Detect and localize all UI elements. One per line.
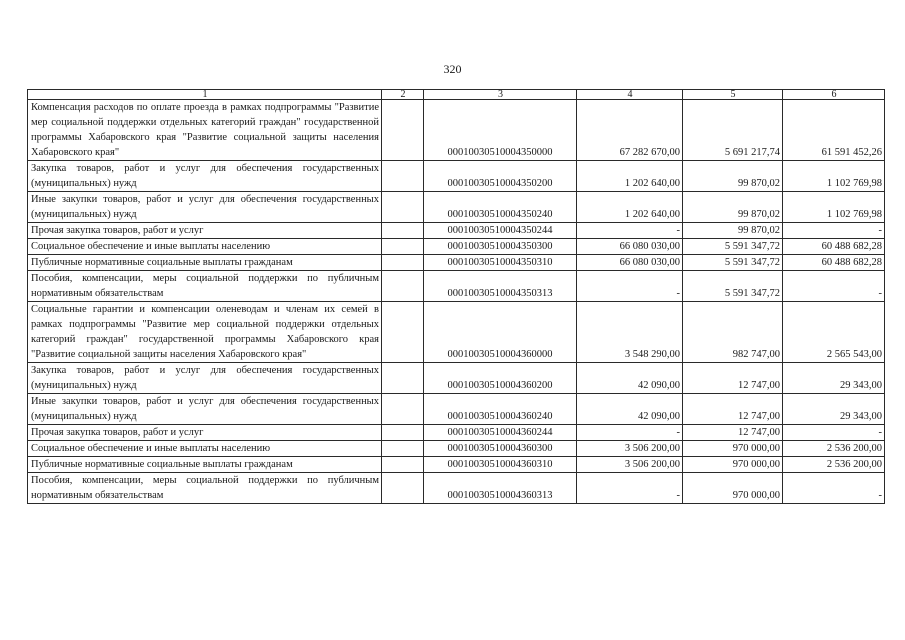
row-col2-cell [382, 363, 424, 394]
table-row [28, 394, 885, 425]
row-description-cell: Иные закупки товаров, работ и услуг для обеспечения государственных (муниципальных) нужд [28, 192, 382, 223]
column-header: 5 [683, 90, 783, 100]
row-col6-cell: 1 102 769,98 [783, 161, 885, 192]
budget-table [27, 89, 885, 504]
table-row [28, 223, 885, 239]
row-description-cell: Публичные нормативные социальные выплаты гражданам [28, 457, 382, 473]
row-col4-cell: - [577, 425, 683, 441]
row-description-cell: Закупка товаров, работ и услуг для обеспечения государственных (муниципальных) нужд [28, 363, 382, 394]
row-col6-cell: 60 488 682,28 [783, 239, 885, 255]
row-code-cell: 00010030510004350300 [424, 239, 577, 255]
row-col5-cell: 5 691 217,74 [683, 100, 783, 161]
row-description-cell: Прочая закупка товаров, работ и услуг [28, 425, 382, 441]
row-col4-cell: 66 080 030,00 [577, 255, 683, 271]
table-header-row [28, 90, 885, 100]
row-code-cell: 00010030510004360200 [424, 363, 577, 394]
row-col6-cell: 2 565 543,00 [783, 302, 885, 363]
row-code-cell: 00010030510004360310 [424, 457, 577, 473]
row-col5-cell: 12 747,00 [683, 394, 783, 425]
row-description-cell: Прочая закупка товаров, работ и услуг [28, 223, 382, 239]
column-header: 2 [382, 90, 424, 100]
row-col5-cell: 982 747,00 [683, 302, 783, 363]
row-col4-cell: 42 090,00 [577, 363, 683, 394]
row-col2-cell [382, 425, 424, 441]
row-col5-cell: 970 000,00 [683, 473, 783, 504]
row-col5-cell: 99 870,02 [683, 223, 783, 239]
row-col6-cell: 61 591 452,26 [783, 100, 885, 161]
row-description-cell: Иные закупки товаров, работ и услуг для обеспечения государственных (муниципальных) нужд [28, 394, 382, 425]
row-col2-cell [382, 239, 424, 255]
table-row [28, 161, 885, 192]
row-col5-cell: 5 591 347,72 [683, 239, 783, 255]
row-col5-cell: 12 747,00 [683, 363, 783, 394]
row-col5-cell: 970 000,00 [683, 441, 783, 457]
row-col4-cell: - [577, 223, 683, 239]
column-header: 3 [424, 90, 577, 100]
row-description-cell: Социальные гарантии и компенсации оленеводам и членам их семей в рамках подпрограммы "Развитие мер социальной поддержки отдельных категорий граждан" государственной программы Хабаровского края "Развитие социальной защиты населения Хабаровского края" [28, 302, 382, 363]
row-col2-cell [382, 271, 424, 302]
row-code-cell: 00010030510004350200 [424, 161, 577, 192]
row-description-cell: Пособия, компенсации, меры социальной поддержки по публичным нормативным обязательствам [28, 271, 382, 302]
row-code-cell: 00010030510004360244 [424, 425, 577, 441]
row-col2-cell [382, 192, 424, 223]
row-code-cell: 00010030510004360313 [424, 473, 577, 504]
row-col4-cell: 67 282 670,00 [577, 100, 683, 161]
row-code-cell: 00010030510004350240 [424, 192, 577, 223]
row-code-cell: 00010030510004360240 [424, 394, 577, 425]
row-col5-cell: 12 747,00 [683, 425, 783, 441]
row-col6-cell: - [783, 473, 885, 504]
table-row [28, 255, 885, 271]
row-col6-cell: 29 343,00 [783, 394, 885, 425]
table-row [28, 192, 885, 223]
row-code-cell: 00010030510004350313 [424, 271, 577, 302]
row-col4-cell: 1 202 640,00 [577, 192, 683, 223]
row-col2-cell [382, 441, 424, 457]
row-code-cell: 00010030510004350310 [424, 255, 577, 271]
column-header: 6 [783, 90, 885, 100]
table-row [28, 271, 885, 302]
table-row [28, 457, 885, 473]
row-col2-cell [382, 161, 424, 192]
row-col2-cell [382, 223, 424, 239]
table-row [28, 363, 885, 394]
row-col2-cell [382, 255, 424, 271]
row-description-cell: Социальное обеспечение и иные выплаты населению [28, 441, 382, 457]
column-header: 4 [577, 90, 683, 100]
row-code-cell: 00010030510004350244 [424, 223, 577, 239]
row-col6-cell: - [783, 223, 885, 239]
row-col2-cell [382, 473, 424, 504]
row-col4-cell: - [577, 473, 683, 504]
table-row [28, 441, 885, 457]
table-row [28, 239, 885, 255]
row-code-cell: 00010030510004360000 [424, 302, 577, 363]
table-row [28, 425, 885, 441]
row-col4-cell: 3 548 290,00 [577, 302, 683, 363]
row-col4-cell: 42 090,00 [577, 394, 683, 425]
row-col6-cell: - [783, 271, 885, 302]
row-col5-cell: 99 870,02 [683, 192, 783, 223]
column-header: 1 [28, 90, 382, 100]
row-col4-cell: 3 506 200,00 [577, 441, 683, 457]
row-col6-cell: - [783, 425, 885, 441]
row-code-cell: 00010030510004360300 [424, 441, 577, 457]
row-description-cell: Компенсация расходов по оплате проезда в рамках подпрограммы "Развитие мер социальной поддержки отдельных категорий граждан" государственной программы Хабаровского края "Развитие социальной защиты населения Хабаровского края" [28, 100, 382, 161]
row-description-cell: Закупка товаров, работ и услуг для обеспечения государственных (муниципальных) нужд [28, 161, 382, 192]
row-col2-cell [382, 394, 424, 425]
row-col6-cell: 60 488 682,28 [783, 255, 885, 271]
row-col4-cell: - [577, 271, 683, 302]
row-col6-cell: 29 343,00 [783, 363, 885, 394]
row-col4-cell: 3 506 200,00 [577, 457, 683, 473]
row-col5-cell: 5 591 347,72 [683, 255, 783, 271]
page-number: 320 [443, 62, 462, 76]
row-col2-cell [382, 100, 424, 161]
row-col4-cell: 1 202 640,00 [577, 161, 683, 192]
table-row [28, 473, 885, 504]
row-col5-cell: 99 870,02 [683, 161, 783, 192]
row-col4-cell: 66 080 030,00 [577, 239, 683, 255]
row-col6-cell: 2 536 200,00 [783, 457, 885, 473]
row-description-cell: Пособия, компенсации, меры социальной поддержки по публичным нормативным обязательствам [28, 473, 382, 504]
table-row [28, 302, 885, 363]
table-row [28, 100, 885, 161]
row-description-cell: Публичные нормативные социальные выплаты гражданам [28, 255, 382, 271]
row-col6-cell: 1 102 769,98 [783, 192, 885, 223]
row-description-cell: Социальное обеспечение и иные выплаты населению [28, 239, 382, 255]
row-col5-cell: 970 000,00 [683, 457, 783, 473]
row-col2-cell [382, 302, 424, 363]
row-col5-cell: 5 591 347,72 [683, 271, 783, 302]
row-code-cell: 00010030510004350000 [424, 100, 577, 161]
row-col2-cell [382, 457, 424, 473]
row-col6-cell: 2 536 200,00 [783, 441, 885, 457]
